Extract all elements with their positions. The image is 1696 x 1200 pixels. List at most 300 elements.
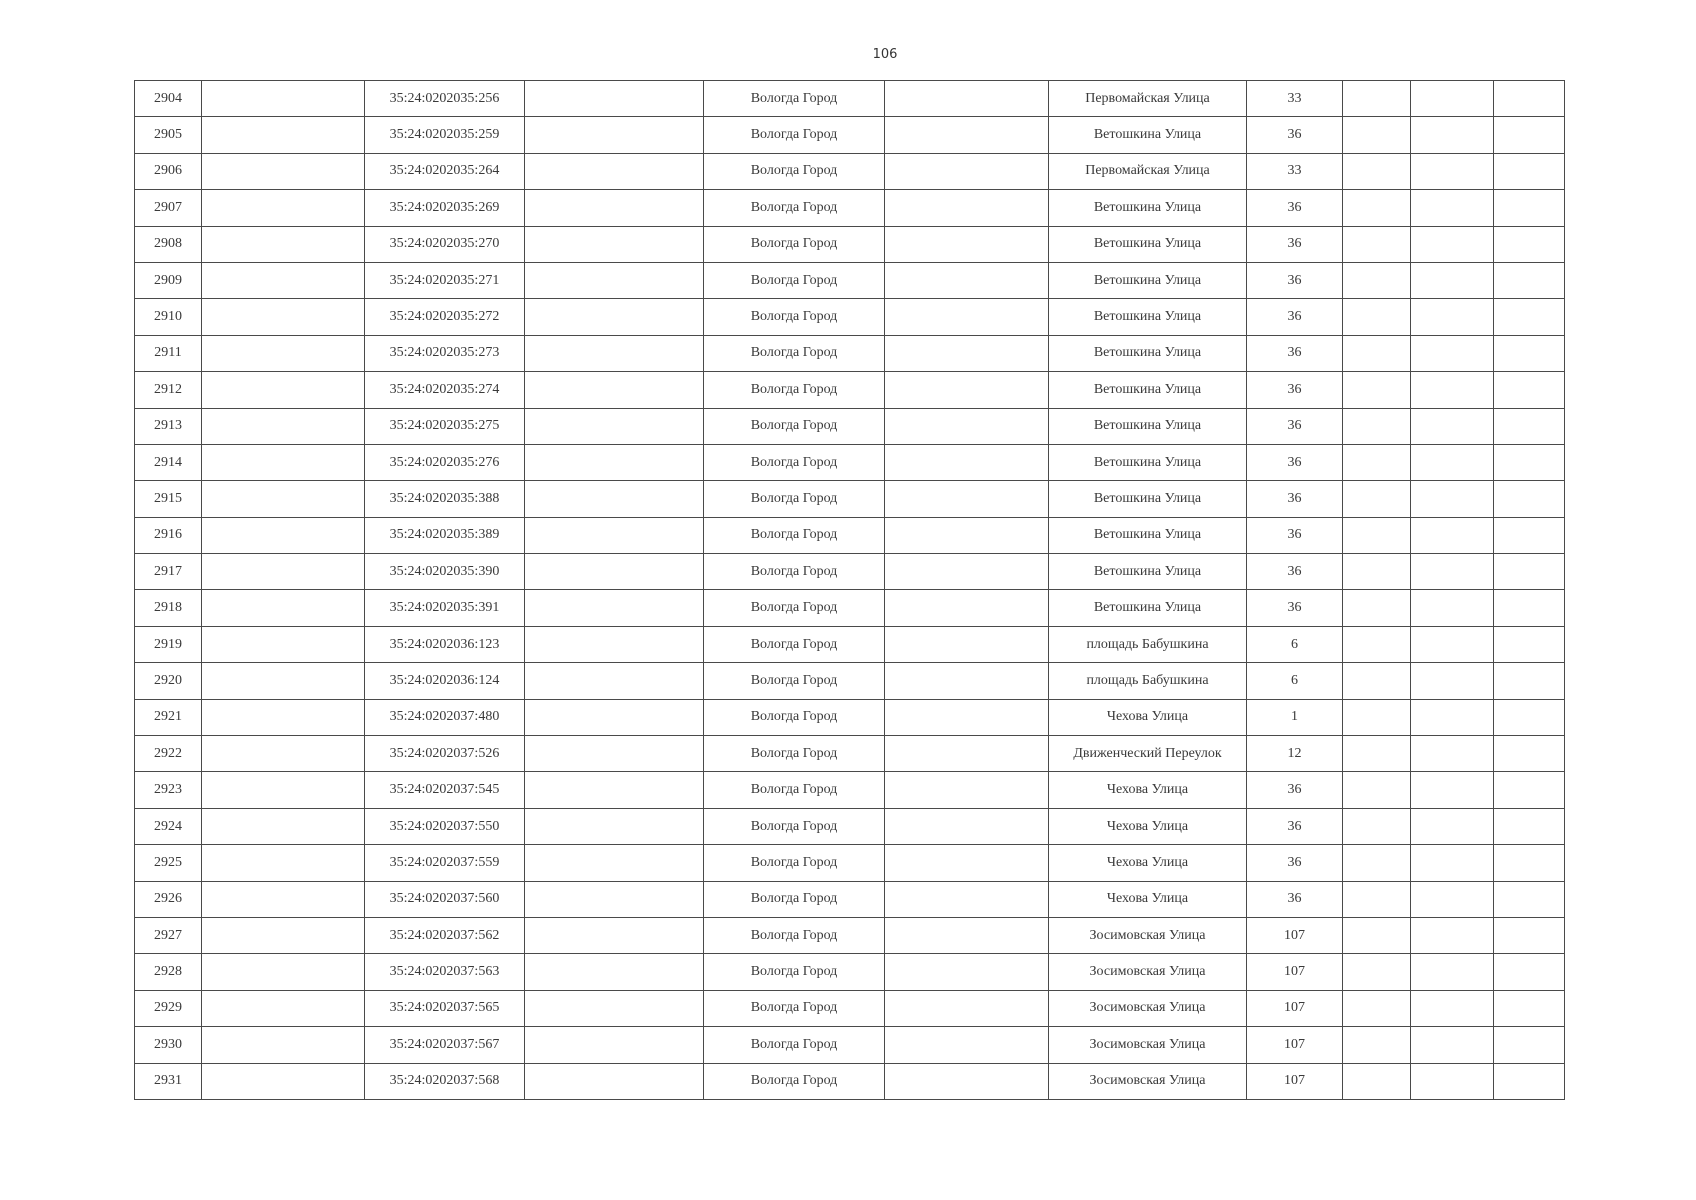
cadastral-number-cell: 35:24:0202035:270 [365, 226, 525, 262]
empty-cell [1343, 626, 1411, 662]
row-number-cell: 2925 [135, 845, 202, 881]
table-row [135, 153, 1565, 189]
street-cell: Зосимовская Улица [1049, 990, 1247, 1026]
empty-cell [885, 408, 1049, 444]
street-cell: Ветошкина Улица [1049, 517, 1247, 553]
empty-cell [1343, 917, 1411, 953]
city-cell: Вологда Город [704, 590, 885, 626]
empty-cell [1343, 444, 1411, 480]
empty-cell [1411, 917, 1494, 953]
empty-cell [885, 917, 1049, 953]
empty-cell [202, 663, 365, 699]
table-row [135, 481, 1565, 517]
empty-cell [1343, 517, 1411, 553]
empty-cell [202, 517, 365, 553]
empty-cell [1494, 517, 1565, 553]
cadastral-number-cell: 35:24:0202037:526 [365, 736, 525, 772]
row-number-cell: 2917 [135, 554, 202, 590]
house-number-cell: 33 [1247, 81, 1343, 117]
empty-cell [1411, 262, 1494, 298]
empty-cell [1411, 1027, 1494, 1063]
city-cell: Вологда Город [704, 1063, 885, 1099]
empty-cell [525, 481, 704, 517]
empty-cell [885, 772, 1049, 808]
row-number-cell: 2906 [135, 153, 202, 189]
cadastral-number-cell: 35:24:0202037:480 [365, 699, 525, 735]
row-number-cell: 2907 [135, 190, 202, 226]
cadastral-number-cell: 35:24:0202037:567 [365, 1027, 525, 1063]
street-cell: Ветошкина Улица [1049, 554, 1247, 590]
row-number-cell: 2918 [135, 590, 202, 626]
street-cell: Ветошкина Улица [1049, 262, 1247, 298]
house-number-cell: 36 [1247, 590, 1343, 626]
empty-cell [202, 626, 365, 662]
empty-cell [202, 917, 365, 953]
street-cell: Чехова Улица [1049, 845, 1247, 881]
street-cell: Ветошкина Улица [1049, 590, 1247, 626]
empty-cell [885, 226, 1049, 262]
empty-cell [885, 990, 1049, 1026]
row-number-cell: 2904 [135, 81, 202, 117]
row-number-cell: 2922 [135, 736, 202, 772]
empty-cell [202, 808, 365, 844]
empty-cell [1411, 954, 1494, 990]
house-number-cell: 36 [1247, 517, 1343, 553]
house-number-cell: 36 [1247, 554, 1343, 590]
empty-cell [1343, 590, 1411, 626]
empty-cell [525, 408, 704, 444]
house-number-cell: 12 [1247, 736, 1343, 772]
empty-cell [1343, 1063, 1411, 1099]
empty-cell [525, 881, 704, 917]
table-row [135, 699, 1565, 735]
empty-cell [1494, 1063, 1565, 1099]
row-number-cell: 2910 [135, 299, 202, 335]
empty-cell [885, 699, 1049, 735]
cadastral-number-cell: 35:24:0202037:563 [365, 954, 525, 990]
table-row [135, 117, 1565, 153]
table-row [135, 408, 1565, 444]
empty-cell [202, 81, 365, 117]
empty-cell [525, 699, 704, 735]
city-cell: Вологда Город [704, 808, 885, 844]
empty-cell [525, 444, 704, 480]
empty-cell [1343, 881, 1411, 917]
row-number-cell: 2927 [135, 917, 202, 953]
table-row [135, 444, 1565, 480]
table-row [135, 81, 1565, 117]
empty-cell [1343, 772, 1411, 808]
row-number-cell: 2924 [135, 808, 202, 844]
cadastral-number-cell: 35:24:0202035:269 [365, 190, 525, 226]
city-cell: Вологда Город [704, 444, 885, 480]
empty-cell [1494, 481, 1565, 517]
empty-cell [525, 299, 704, 335]
row-number-cell: 2928 [135, 954, 202, 990]
empty-cell [1494, 226, 1565, 262]
empty-cell [525, 1063, 704, 1099]
empty-cell [1411, 190, 1494, 226]
street-cell: Ветошкина Улица [1049, 299, 1247, 335]
empty-cell [1411, 1063, 1494, 1099]
cadastral-number-cell: 35:24:0202035:388 [365, 481, 525, 517]
house-number-cell: 36 [1247, 408, 1343, 444]
house-number-cell: 107 [1247, 990, 1343, 1026]
empty-cell [525, 917, 704, 953]
empty-cell [1411, 117, 1494, 153]
empty-cell [1411, 444, 1494, 480]
empty-cell [1343, 481, 1411, 517]
street-cell: Ветошкина Улица [1049, 408, 1247, 444]
empty-cell [1411, 226, 1494, 262]
empty-cell [1343, 226, 1411, 262]
empty-cell [525, 117, 704, 153]
empty-cell [1494, 590, 1565, 626]
empty-cell [1494, 299, 1565, 335]
empty-cell [1343, 117, 1411, 153]
empty-cell [1494, 1027, 1565, 1063]
row-number-cell: 2914 [135, 444, 202, 480]
city-cell: Вологда Город [704, 736, 885, 772]
empty-cell [202, 408, 365, 444]
city-cell: Вологда Город [704, 517, 885, 553]
empty-cell [1411, 517, 1494, 553]
city-cell: Вологда Город [704, 299, 885, 335]
empty-cell [202, 190, 365, 226]
street-cell: Чехова Улица [1049, 881, 1247, 917]
empty-cell [1411, 372, 1494, 408]
empty-cell [1494, 153, 1565, 189]
table-row [135, 517, 1565, 553]
empty-cell [525, 153, 704, 189]
street-cell: Ветошкина Улица [1049, 372, 1247, 408]
empty-cell [1411, 808, 1494, 844]
empty-cell [1494, 81, 1565, 117]
city-cell: Вологда Город [704, 408, 885, 444]
empty-cell [525, 808, 704, 844]
empty-cell [525, 335, 704, 371]
table-row [135, 1063, 1565, 1099]
table-row [135, 554, 1565, 590]
house-number-cell: 36 [1247, 372, 1343, 408]
street-cell: Ветошкина Улица [1049, 335, 1247, 371]
city-cell: Вологда Город [704, 190, 885, 226]
row-number-cell: 2905 [135, 117, 202, 153]
empty-cell [885, 663, 1049, 699]
empty-cell [525, 1027, 704, 1063]
street-cell: Ветошкина Улица [1049, 444, 1247, 480]
city-cell: Вологда Город [704, 481, 885, 517]
cadastral-number-cell: 35:24:0202037:559 [365, 845, 525, 881]
table-row [135, 335, 1565, 371]
table-row [135, 663, 1565, 699]
empty-cell [1494, 663, 1565, 699]
empty-cell [1343, 699, 1411, 735]
empty-cell [1343, 299, 1411, 335]
empty-cell [1494, 772, 1565, 808]
empty-cell [1494, 117, 1565, 153]
street-cell: Ветошкина Улица [1049, 117, 1247, 153]
empty-cell [525, 190, 704, 226]
empty-cell [525, 81, 704, 117]
registry-table [134, 80, 1565, 1100]
city-cell: Вологда Город [704, 81, 885, 117]
table-row [135, 190, 1565, 226]
city-cell: Вологда Город [704, 554, 885, 590]
row-number-cell: 2931 [135, 1063, 202, 1099]
house-number-cell: 36 [1247, 881, 1343, 917]
empty-cell [1343, 663, 1411, 699]
table-row [135, 1027, 1565, 1063]
empty-cell [1343, 372, 1411, 408]
empty-cell [1411, 335, 1494, 371]
empty-cell [202, 117, 365, 153]
house-number-cell: 1 [1247, 699, 1343, 735]
cadastral-number-cell: 35:24:0202035:274 [365, 372, 525, 408]
city-cell: Вологда Город [704, 699, 885, 735]
table-row [135, 917, 1565, 953]
city-cell: Вологда Город [704, 626, 885, 662]
city-cell: Вологда Город [704, 117, 885, 153]
empty-cell [885, 81, 1049, 117]
empty-cell [1494, 917, 1565, 953]
cadastral-number-cell: 35:24:0202035:272 [365, 299, 525, 335]
empty-cell [1343, 845, 1411, 881]
table-row [135, 881, 1565, 917]
empty-cell [1411, 481, 1494, 517]
empty-cell [1343, 153, 1411, 189]
empty-cell [885, 481, 1049, 517]
empty-cell [1494, 808, 1565, 844]
empty-cell [1343, 990, 1411, 1026]
empty-cell [885, 736, 1049, 772]
empty-cell [885, 262, 1049, 298]
empty-cell [525, 590, 704, 626]
empty-cell [525, 845, 704, 881]
empty-cell [525, 772, 704, 808]
table-row [135, 808, 1565, 844]
empty-cell [202, 845, 365, 881]
empty-cell [202, 226, 365, 262]
house-number-cell: 107 [1247, 917, 1343, 953]
empty-cell [885, 517, 1049, 553]
city-cell: Вологда Город [704, 881, 885, 917]
empty-cell [885, 372, 1049, 408]
street-cell: Первомайская Улица [1049, 153, 1247, 189]
table-row [135, 990, 1565, 1026]
empty-cell [1411, 845, 1494, 881]
empty-cell [202, 444, 365, 480]
city-cell: Вологда Город [704, 954, 885, 990]
house-number-cell: 107 [1247, 954, 1343, 990]
street-cell: Зосимовская Улица [1049, 917, 1247, 953]
cadastral-number-cell: 35:24:0202036:123 [365, 626, 525, 662]
empty-cell [1494, 626, 1565, 662]
cadastral-number-cell: 35:24:0202035:264 [365, 153, 525, 189]
page-number: 106 [872, 47, 898, 62]
city-cell: Вологда Город [704, 772, 885, 808]
street-cell: площадь Бабушкина [1049, 626, 1247, 662]
city-cell: Вологда Город [704, 917, 885, 953]
empty-cell [1494, 954, 1565, 990]
empty-cell [202, 262, 365, 298]
empty-cell [885, 190, 1049, 226]
cadastral-number-cell: 35:24:0202035:275 [365, 408, 525, 444]
table-row [135, 590, 1565, 626]
cadastral-number-cell: 35:24:0202035:273 [365, 335, 525, 371]
street-cell: площадь Бабушкина [1049, 663, 1247, 699]
empty-cell [525, 990, 704, 1026]
city-cell: Вологда Город [704, 845, 885, 881]
city-cell: Вологда Город [704, 1027, 885, 1063]
cadastral-number-cell: 35:24:0202037:560 [365, 881, 525, 917]
empty-cell [1411, 590, 1494, 626]
table-row [135, 299, 1565, 335]
cadastral-number-cell: 35:24:0202035:390 [365, 554, 525, 590]
house-number-cell: 107 [1247, 1027, 1343, 1063]
street-cell: Чехова Улица [1049, 772, 1247, 808]
empty-cell [1411, 772, 1494, 808]
empty-cell [885, 590, 1049, 626]
empty-cell [202, 153, 365, 189]
house-number-cell: 36 [1247, 845, 1343, 881]
row-number-cell: 2920 [135, 663, 202, 699]
house-number-cell: 36 [1247, 808, 1343, 844]
empty-cell [885, 808, 1049, 844]
empty-cell [1343, 954, 1411, 990]
house-number-cell: 36 [1247, 335, 1343, 371]
row-number-cell: 2911 [135, 335, 202, 371]
table-row [135, 262, 1565, 298]
empty-cell [525, 372, 704, 408]
empty-cell [1343, 81, 1411, 117]
empty-cell [885, 626, 1049, 662]
empty-cell [525, 226, 704, 262]
row-number-cell: 2919 [135, 626, 202, 662]
empty-cell [885, 299, 1049, 335]
table-row [135, 626, 1565, 662]
house-number-cell: 36 [1247, 262, 1343, 298]
cadastral-number-cell: 35:24:0202035:391 [365, 590, 525, 626]
house-number-cell: 36 [1247, 772, 1343, 808]
house-number-cell: 36 [1247, 481, 1343, 517]
registry-table-body [135, 81, 1565, 1100]
empty-cell [1411, 699, 1494, 735]
empty-cell [1494, 881, 1565, 917]
empty-cell [1343, 736, 1411, 772]
house-number-cell: 107 [1247, 1063, 1343, 1099]
house-number-cell: 36 [1247, 117, 1343, 153]
empty-cell [885, 117, 1049, 153]
empty-cell [1411, 663, 1494, 699]
empty-cell [1343, 190, 1411, 226]
city-cell: Вологда Город [704, 372, 885, 408]
empty-cell [1494, 699, 1565, 735]
cadastral-number-cell: 35:24:0202035:271 [365, 262, 525, 298]
empty-cell [1343, 1027, 1411, 1063]
empty-cell [1494, 990, 1565, 1026]
empty-cell [1411, 153, 1494, 189]
house-number-cell: 36 [1247, 226, 1343, 262]
street-cell: Зосимовская Улица [1049, 1063, 1247, 1099]
house-number-cell: 6 [1247, 663, 1343, 699]
empty-cell [1411, 554, 1494, 590]
cadastral-number-cell: 35:24:0202035:276 [365, 444, 525, 480]
empty-cell [1411, 736, 1494, 772]
empty-cell [202, 1027, 365, 1063]
cadastral-number-cell: 35:24:0202035:389 [365, 517, 525, 553]
house-number-cell: 33 [1247, 153, 1343, 189]
house-number-cell: 36 [1247, 190, 1343, 226]
street-cell: Движенческий Переулок [1049, 736, 1247, 772]
row-number-cell: 2923 [135, 772, 202, 808]
empty-cell [1494, 335, 1565, 371]
empty-cell [885, 1063, 1049, 1099]
street-cell: Ветошкина Улица [1049, 481, 1247, 517]
house-number-cell: 6 [1247, 626, 1343, 662]
empty-cell [1343, 808, 1411, 844]
street-cell: Ветошкина Улица [1049, 226, 1247, 262]
empty-cell [1411, 881, 1494, 917]
empty-cell [202, 299, 365, 335]
empty-cell [885, 554, 1049, 590]
house-number-cell: 36 [1247, 299, 1343, 335]
empty-cell [1411, 990, 1494, 1026]
empty-cell [1494, 408, 1565, 444]
empty-cell [885, 444, 1049, 480]
cadastral-number-cell: 35:24:0202037:565 [365, 990, 525, 1026]
empty-cell [885, 881, 1049, 917]
city-cell: Вологда Город [704, 335, 885, 371]
cadastral-number-cell: 35:24:0202035:259 [365, 117, 525, 153]
row-number-cell: 2915 [135, 481, 202, 517]
empty-cell [1411, 299, 1494, 335]
city-cell: Вологда Город [704, 262, 885, 298]
street-cell: Чехова Улица [1049, 699, 1247, 735]
row-number-cell: 2916 [135, 517, 202, 553]
empty-cell [1494, 444, 1565, 480]
cadastral-number-cell: 35:24:0202036:124 [365, 663, 525, 699]
empty-cell [1494, 372, 1565, 408]
empty-cell [1343, 262, 1411, 298]
cadastral-number-cell: 35:24:0202037:568 [365, 1063, 525, 1099]
empty-cell [525, 663, 704, 699]
empty-cell [525, 554, 704, 590]
empty-cell [525, 736, 704, 772]
table-row [135, 772, 1565, 808]
row-number-cell: 2908 [135, 226, 202, 262]
empty-cell [885, 1027, 1049, 1063]
cadastral-number-cell: 35:24:0202037:545 [365, 772, 525, 808]
empty-cell [525, 954, 704, 990]
empty-cell [525, 626, 704, 662]
empty-cell [885, 845, 1049, 881]
row-number-cell: 2929 [135, 990, 202, 1026]
city-cell: Вологда Город [704, 990, 885, 1026]
row-number-cell: 2909 [135, 262, 202, 298]
empty-cell [525, 262, 704, 298]
row-number-cell: 2926 [135, 881, 202, 917]
empty-cell [1494, 262, 1565, 298]
cadastral-number-cell: 35:24:0202035:256 [365, 81, 525, 117]
empty-cell [885, 954, 1049, 990]
empty-cell [202, 736, 365, 772]
empty-cell [202, 481, 365, 517]
empty-cell [1411, 626, 1494, 662]
empty-cell [202, 699, 365, 735]
table-row [135, 954, 1565, 990]
row-number-cell: 2930 [135, 1027, 202, 1063]
